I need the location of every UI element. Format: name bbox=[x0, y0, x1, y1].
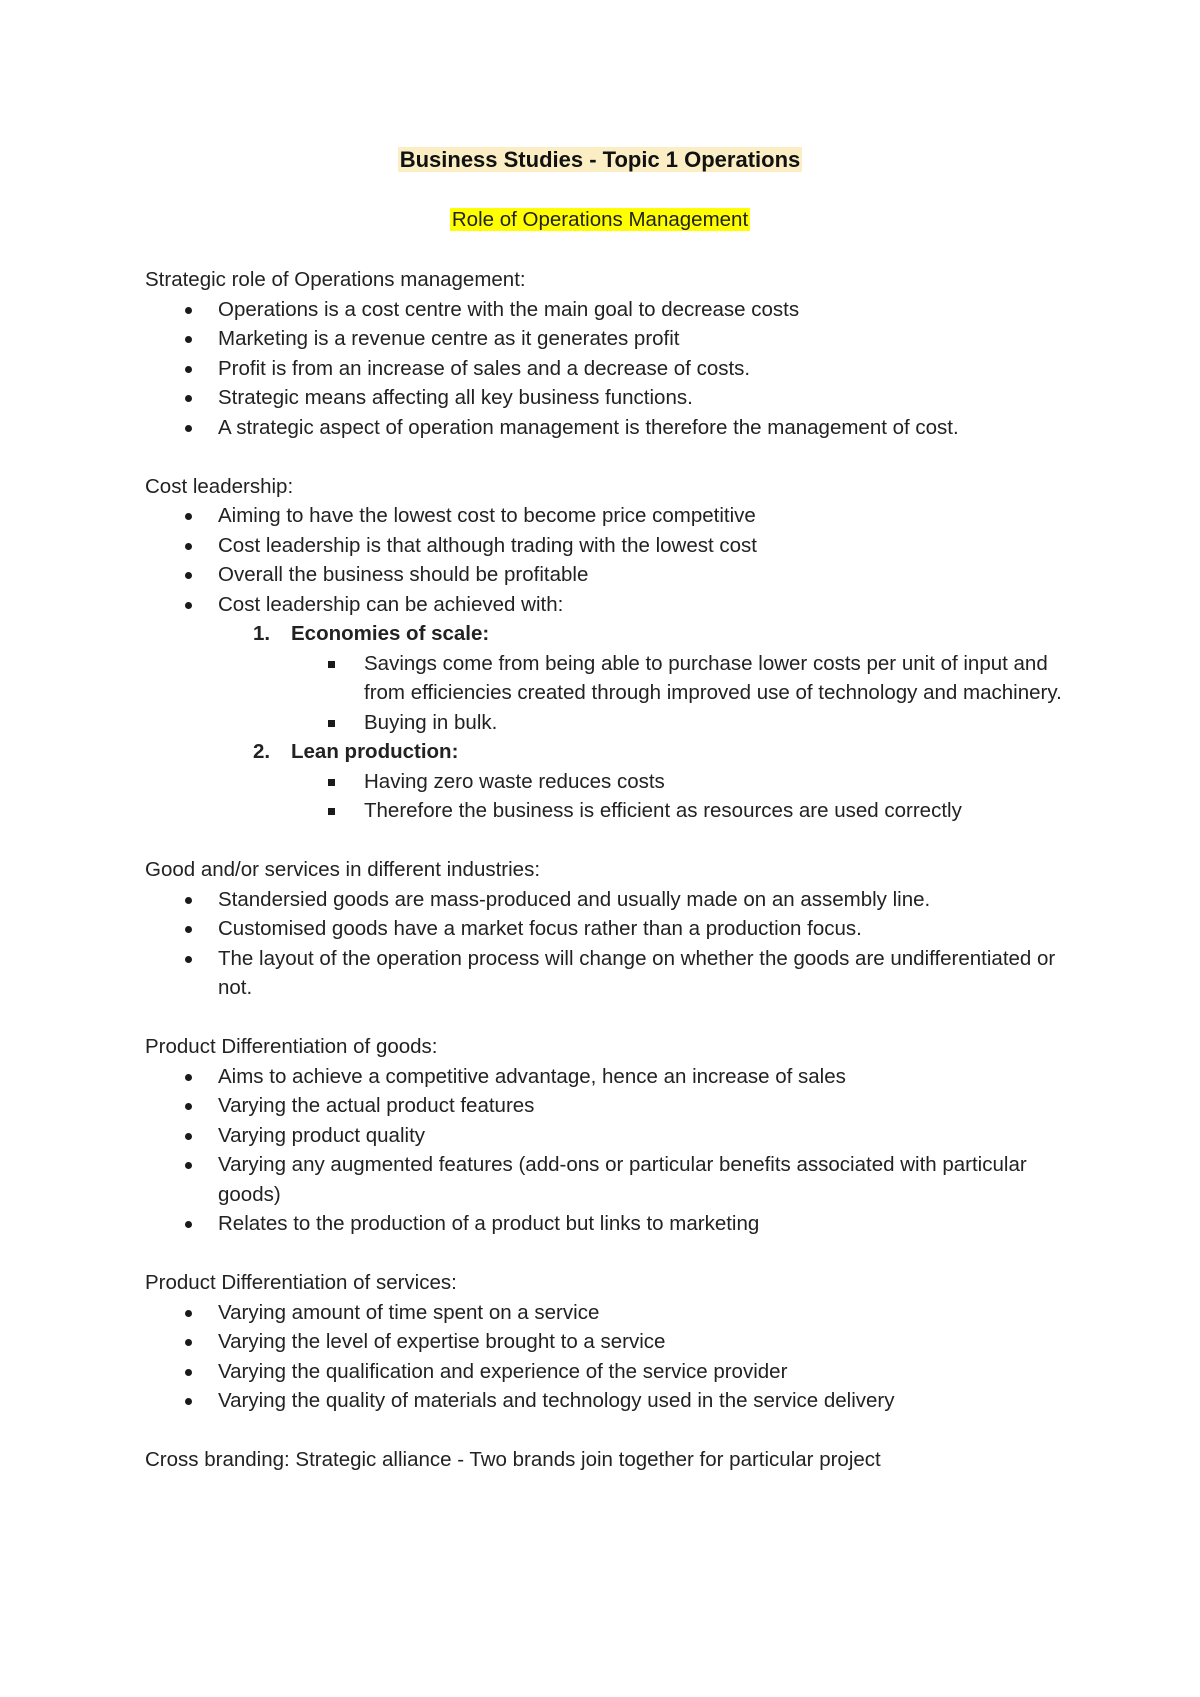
numbered-list bbox=[145, 619, 1065, 826]
section-heading: Product Differentiation of services: bbox=[145, 1271, 457, 1294]
bullet-item: Aiming to have the lowest cost to become price competitive bbox=[145, 501, 1065, 531]
section-differentiation-goods bbox=[145, 1032, 1065, 1239]
bullet-item: Marketing is a revenue centre as it generates profit bbox=[145, 324, 1065, 354]
bullet-item: Varying amount of time spent on a service bbox=[145, 1298, 1065, 1328]
bullet-item: Varying the qualification and experience of the service provider bbox=[145, 1357, 1065, 1387]
section-cost-leadership bbox=[145, 472, 1065, 826]
sub-bullet-list bbox=[291, 649, 1065, 738]
bullet-item: The layout of the operation process will change on whether the goods are undifferentiated or not. bbox=[145, 944, 1065, 1003]
bullet-list bbox=[145, 1298, 1065, 1416]
bullet-item: Overall the business should be profitable bbox=[145, 560, 1065, 590]
section-heading: Cost leadership: bbox=[145, 474, 294, 498]
numbered-item-heading: Economies of scale: bbox=[291, 622, 490, 645]
bullet-item: Standersied goods are mass-produced and usually made on an assembly line. bbox=[145, 885, 1065, 915]
bullet-item: A strategic aspect of operation management is therefore the management of cost. bbox=[145, 413, 1065, 443]
closing-line: Cross branding: Strategic alliance - Two brands join together for particular project bbox=[145, 1448, 881, 1471]
item-number: 1. bbox=[253, 622, 271, 645]
bullet-item: Varying the level of expertise brought to a service bbox=[145, 1327, 1065, 1357]
numbered-item bbox=[145, 619, 1065, 737]
section-heading: Product Differentiation of goods: bbox=[145, 1035, 438, 1058]
bullet-list bbox=[145, 501, 1065, 619]
item-number: 2. bbox=[253, 740, 271, 763]
bullet-item: Varying any augmented features (add-ons or particular benefits associated with particular goods) bbox=[145, 1150, 1065, 1209]
section-differentiation-services bbox=[145, 1268, 1065, 1416]
document-body bbox=[145, 265, 1065, 1475]
numbered-item-heading: Lean production: bbox=[291, 740, 459, 763]
document-title: Business Studies - Topic 1 Operations bbox=[399, 147, 801, 172]
bullet-list bbox=[145, 1062, 1065, 1239]
section-heading: Strategic role of Operations management: bbox=[145, 268, 526, 291]
bullet-item: Varying product quality bbox=[145, 1121, 1065, 1151]
sub-bullet-item: Therefore the business is efficient as resources are used correctly bbox=[145, 796, 1065, 826]
title-row bbox=[0, 145, 1200, 176]
subtitle-row bbox=[0, 205, 1200, 235]
bullet-item: Cost leadership is that although trading with the lowest cost bbox=[145, 531, 1065, 561]
sub-bullet-list bbox=[291, 767, 1065, 826]
bullet-item: Relates to the production of a product but links to marketing bbox=[145, 1209, 1065, 1239]
bullet-item: Aims to achieve a competitive advantage, hence an increase of sales bbox=[145, 1062, 1065, 1092]
sub-bullet-item: Savings come from being able to purchase lower costs per unit of input and from efficiencies created through improved use of technology and machinery. bbox=[145, 649, 1065, 708]
bullet-item: Cost leadership can be achieved with: bbox=[145, 590, 1065, 620]
bullet-list bbox=[145, 885, 1065, 1003]
bullet-item: Strategic means affecting all key business functions. bbox=[145, 383, 1065, 413]
bullet-item: Varying the actual product features bbox=[145, 1091, 1065, 1121]
bullet-item: Profit is from an increase of sales and a decrease of costs. bbox=[145, 354, 1065, 384]
section-strategic-role bbox=[145, 265, 1065, 442]
sub-bullet-item: Buying in bulk. bbox=[145, 708, 1065, 738]
bullet-item: Varying the quality of materials and technology used in the service delivery bbox=[145, 1386, 1065, 1416]
numbered-item bbox=[145, 737, 1065, 826]
bullet-item: Customised goods have a market focus rather than a production focus. bbox=[145, 914, 1065, 944]
section-goods-services bbox=[145, 855, 1065, 1003]
sub-bullet-item: Having zero waste reduces costs bbox=[145, 767, 1065, 797]
bullet-item: Operations is a cost centre with the main goal to decrease costs bbox=[145, 295, 1065, 325]
bullet-list bbox=[145, 295, 1065, 443]
section-heading: Good and/or services in different industries: bbox=[145, 858, 541, 881]
document-subtitle: Role of Operations Management bbox=[451, 208, 749, 231]
